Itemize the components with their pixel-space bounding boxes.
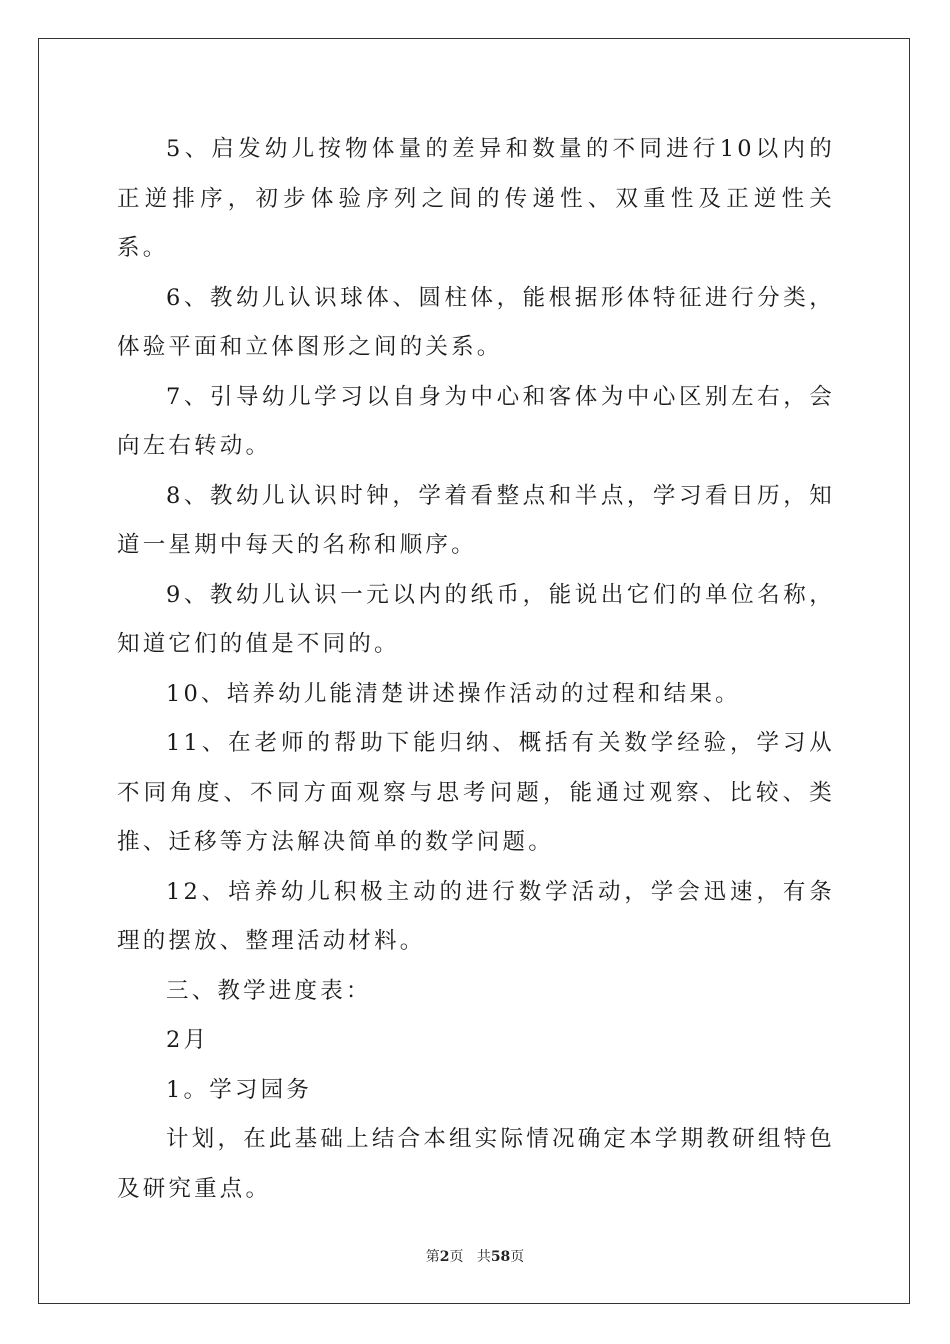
footer-total-unit: 页 — [510, 1249, 525, 1265]
page-footer — [0, 1246, 950, 1266]
schedule-item-1: 1。学习园务 — [166, 1076, 313, 1103]
footer-page-unit: 页 — [449, 1249, 464, 1265]
paragraph-item-9: 9、教幼儿认识一元以内的纸币，能说出它们的单位名称，知道它们的值是不同的。 — [117, 581, 835, 657]
month-label: 2月 — [166, 1027, 210, 1053]
schedule-item-text: 计划，在此基础上结合本组实际情况确定本学期教研组特色及研究重点。 — [117, 1126, 835, 1202]
paragraph-item-6: 6、教幼儿认识球体、圆柱体，能根据形体特征进行分类，体验平面和立体图形之间的关系。 — [117, 284, 835, 360]
paragraph-item-5: 5、启发幼儿按物体量的差异和数量的不同进行10以内的正逆排序，初步体验序列之间的传递性、双重性及正逆性关系。 — [117, 136, 835, 261]
current-page-number: 2 — [439, 1249, 450, 1265]
paragraph-item-12: 12、培养幼儿积极主动的进行数学活动，学会迅速，有条理的摆放、整理活动材料。 — [117, 878, 835, 954]
total-page-count: 58 — [490, 1249, 511, 1265]
paragraph-item-11: 11、在老师的帮助下能归纳、概括有关数学经验，学习从不同角度、不同方面观察与思考问题，能通过观察、比较、类推、迁移等方法解决简单的数学问题。 — [117, 730, 835, 855]
paragraph-item-10: 10、培养幼儿能清楚讲述操作活动的过程和结果。 — [166, 680, 741, 707]
footer-total-prefix: 共 — [476, 1249, 491, 1265]
section-heading-schedule: 三、教学进度表： — [166, 977, 372, 1004]
paragraph-item-8: 8、教幼儿认识时钟，学着看整点和半点，学习看日历，知道一星期中每天的名称和顺序。 — [117, 482, 835, 558]
footer-prefix: 第 — [425, 1249, 440, 1265]
paragraph-item-7: 7、引导幼儿学习以自身为中心和客体为中心区别左右，会向左右转动。 — [117, 383, 835, 459]
document-body — [117, 125, 835, 1214]
